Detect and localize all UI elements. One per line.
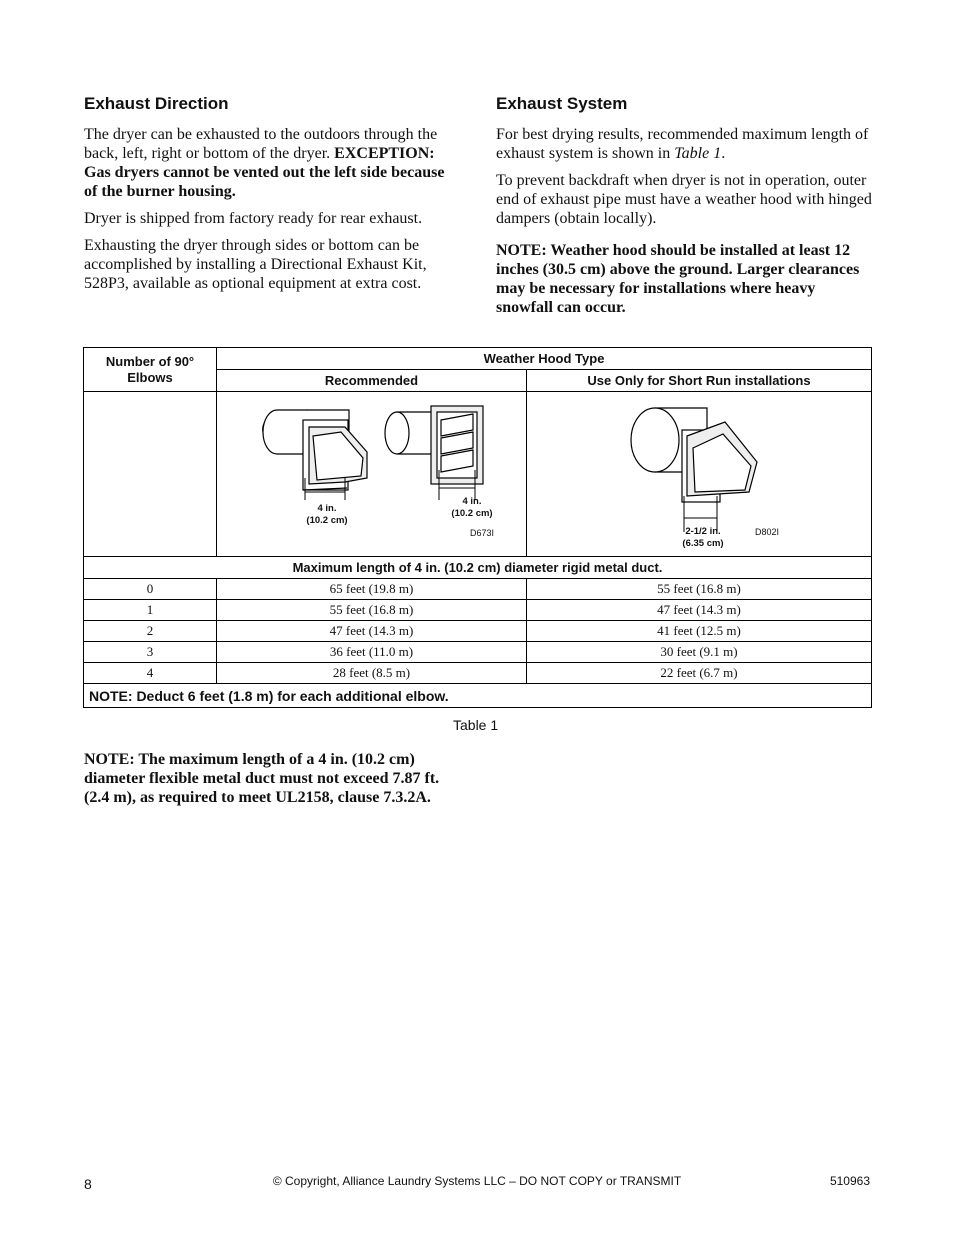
exhaust-system-section [496, 125, 872, 325]
exhaust-length-table [83, 347, 872, 708]
exhaust-direction-paragraph-1: The dryer can be exhausted to the outdoors through the back, left, right or bottom of the dryer. EXCEPTION: Gas dryers cannot be vented out the left side because of the burner housing. [84, 126, 445, 200]
weather-hood-type-header: Weather Hood Type [217, 348, 872, 370]
table-row: 3 36 feet (11.0 m) 30 feet (9.1 m) [84, 642, 872, 663]
page-number: 8 [84, 1176, 92, 1192]
fig2-label: 2-1/2 in. (6.35 cm) [682, 526, 724, 549]
max-length-header: Maximum length of 4 in. (10.2 cm) diameter rigid metal duct. [84, 557, 872, 579]
flexible-duct-note: NOTE: The maximum length of a 4 in. (10.2 cm) diameter flexible metal duct must not exceed 7.87 ft. (2.4 m), as required to meet UL2158, clause 7.3.2A. [84, 751, 440, 806]
table-row: 2 47 feet (14.3 m) 41 feet (12.5 m) [84, 621, 872, 642]
weather-hood-note: NOTE: Weather hood should be installed at least 12 inches (30.5 cm) above the ground. Larger clearances may be necessary for installations where heavy snowfall can occur. [496, 242, 860, 316]
fig1-label-b: 4 in. (10.2 cm) [451, 496, 493, 519]
table-footer-note: NOTE: Deduct 6 feet (1.8 m) for each additional elbow. [84, 684, 872, 708]
exhaust-direction-heading: Exhaust Direction [84, 94, 229, 113]
short-run-header: Use Only for Short Run installations [527, 370, 872, 392]
exhaust-system-paragraph-1: For best drying results, recommended maximum length of exhaust system is shown in Table 1. [496, 126, 869, 162]
figure-empty-cell [84, 392, 217, 557]
table-caption: Table 1 [453, 717, 499, 733]
recommended-header: Recommended [217, 370, 527, 392]
table-row: 1 55 feet (16.8 m) 47 feet (14.3 m) [84, 600, 872, 621]
copyright-notice: © Copyright, Alliance Laundry Systems LLC – DO NOT COPY or TRANSMIT [272, 1174, 682, 1188]
recommended-hood-figure-cell [217, 392, 527, 557]
exception-text: EXCEPTION: Gas dryers cannot be vented out the left side because of the burner housing. [84, 145, 445, 200]
exhaust-system-heading: Exhaust System [496, 94, 628, 113]
fig1-code: D673I [470, 528, 495, 538]
table-row: 0 65 feet (19.8 m) 55 feet (16.8 m) [84, 579, 872, 600]
fig2-code: D802I [755, 527, 780, 537]
exhaust-direction-paragraph-2: Dryer is shipped from factory ready for rear exhaust. [84, 210, 423, 227]
table-reference: Table 1 [674, 145, 722, 162]
exhaust-system-paragraph-2: To prevent backdraft when dryer is not in operation, outer end of exhaust pipe must have a weather hood with hinged dampers (obtain locally). [496, 172, 872, 227]
document-number: 510963 [829, 1174, 870, 1188]
exhaust-direction-section [84, 125, 460, 301]
short-run-hood-figure-cell [527, 392, 872, 557]
fig1-label-a: 4 in. (10.2 cm) [306, 503, 348, 526]
table-row: 4 28 feet (8.5 m) 22 feet (6.7 m) [84, 663, 872, 684]
exhaust-direction-paragraph-3: Exhausting the dryer through sides or bottom can be accomplished by installing a Directional Exhaust Kit, 528P3, available as optional equipment at extra cost. [84, 237, 427, 292]
elbows-column-header: Number of 90° Elbows [84, 348, 217, 392]
